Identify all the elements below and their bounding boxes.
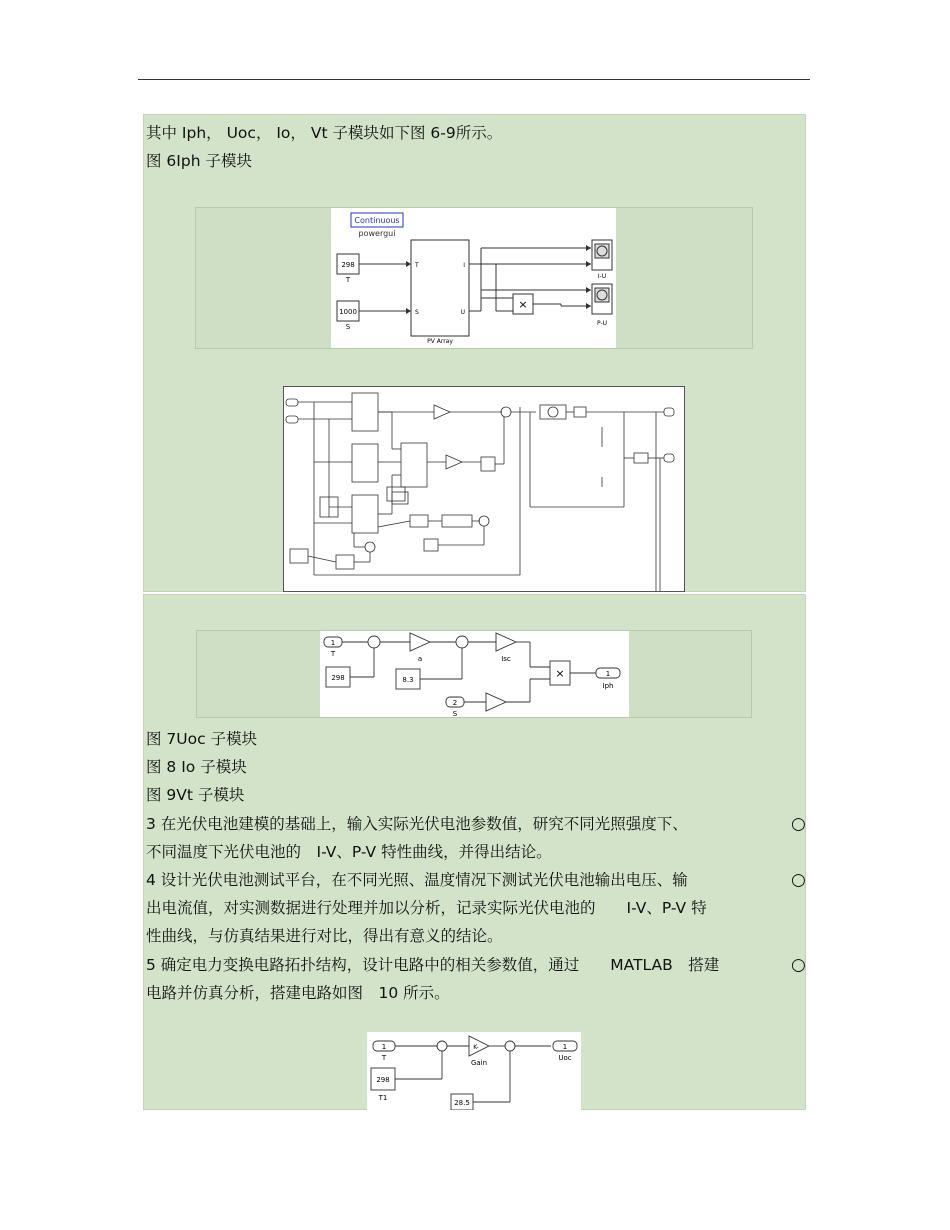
constant-t-label: T <box>345 276 351 284</box>
uoc-in-t-label: T <box>381 1054 387 1062</box>
uoc-out: 1 <box>562 1043 568 1051</box>
pv-array-diagram <box>331 208 616 348</box>
uoc-gain-label: Gain <box>470 1059 488 1067</box>
port-t-label: T <box>415 262 419 269</box>
product-symbol: × <box>518 298 528 311</box>
paragraph-5-line-1: 5 确定电力变换电路拓扑结构，设计电路中的相关参数值，通过 MATLAB 搭建 <box>146 956 720 974</box>
figure-uoc-submodule <box>367 1032 581 1110</box>
paragraph-5-marker: ○ <box>791 955 806 975</box>
iph-const: 298 <box>331 674 345 682</box>
scope-pu-label: P-U <box>596 320 608 327</box>
scope-iu-label: I-U <box>597 273 607 280</box>
iph-diagram <box>320 631 629 717</box>
figure-caption-7: 图 7Uoc 子模块 <box>146 730 258 748</box>
uoc-diagram <box>367 1032 581 1110</box>
iph-out-label: Iph <box>602 682 614 690</box>
iph-isc-label: Isc <box>501 655 511 663</box>
uoc-const: 298 <box>376 1076 390 1084</box>
continuous-label: Continuous <box>354 216 400 225</box>
figure-pv-cell-model <box>283 386 685 592</box>
figure-caption-9: 图 9Vt 子模块 <box>146 786 245 804</box>
paragraph-5-line-2: 电路并仿真分析，搭建电路如图 10 所示。 <box>146 984 450 1002</box>
constant-t-value: 298 <box>341 261 355 269</box>
iph-const2: 8.3 <box>402 676 414 684</box>
pv-array-label: PV Array <box>427 338 453 345</box>
paragraph-4-marker: ○ <box>791 870 806 890</box>
uoc-in-t: 1 <box>381 1043 387 1051</box>
powergui-label: powergui <box>358 229 396 238</box>
paragraph-3-marker: ○ <box>791 814 806 834</box>
uoc-const-label: T1 <box>378 1094 388 1102</box>
figure-iph-submodule <box>320 631 629 717</box>
constant-s-label: S <box>345 323 351 331</box>
header-rule <box>138 79 810 80</box>
uoc-gain: K- <box>473 1044 479 1051</box>
port-s-label: S <box>415 309 419 316</box>
pv-cell-model-diagram <box>284 387 684 591</box>
iph-in-s: 2 <box>452 699 458 707</box>
port-u-label: U <box>460 309 465 316</box>
iph-in-t-label: T <box>330 650 336 658</box>
pv-array-block <box>411 240 469 336</box>
paragraph-3-line-1: 3 在光伏电池建模的基础上，输入实际光伏电池参数值，研究不同光照强度下、 <box>146 815 688 833</box>
figure-caption-8: 图 8 Io 子模块 <box>146 758 247 776</box>
port-i-label: I <box>463 262 465 269</box>
uoc-const2: 28.5 <box>454 1099 470 1107</box>
figure-caption-6: 图 6Iph 子模块 <box>146 152 252 170</box>
paragraph-4-line-2: 出电流值，对实测数据进行处理并加以分析，记录实际光伏电池的 I-V、P-V 特 <box>146 899 707 917</box>
paragraph-3-line-2: 不同温度下光伏电池的 I-V、P-V 特性曲线，并得出结论。 <box>146 843 552 861</box>
paragraph-4-line-3: 性曲线，与仿真结果进行对比，得出有意义的结论。 <box>146 927 503 945</box>
uoc-out-label: Uoc <box>558 1054 572 1062</box>
iph-out: 1 <box>605 670 611 678</box>
figure-pv-array <box>331 208 616 348</box>
iph-gain-label: a <box>417 655 423 663</box>
intro-line: 其中 Iph， Uoc， Io， Vt 子模块如下图 6-9所示。 <box>146 124 503 142</box>
iph-in-s-label: S <box>452 710 458 717</box>
paragraph-4-line-1: 4 设计光伏电池测试平台，在不同光照、温度情况下测试光伏电池输出电压、输 <box>146 871 688 889</box>
constant-s-value: 1000 <box>339 308 357 316</box>
iph-in-t: 1 <box>330 639 336 647</box>
iph-mult: × <box>555 667 565 680</box>
